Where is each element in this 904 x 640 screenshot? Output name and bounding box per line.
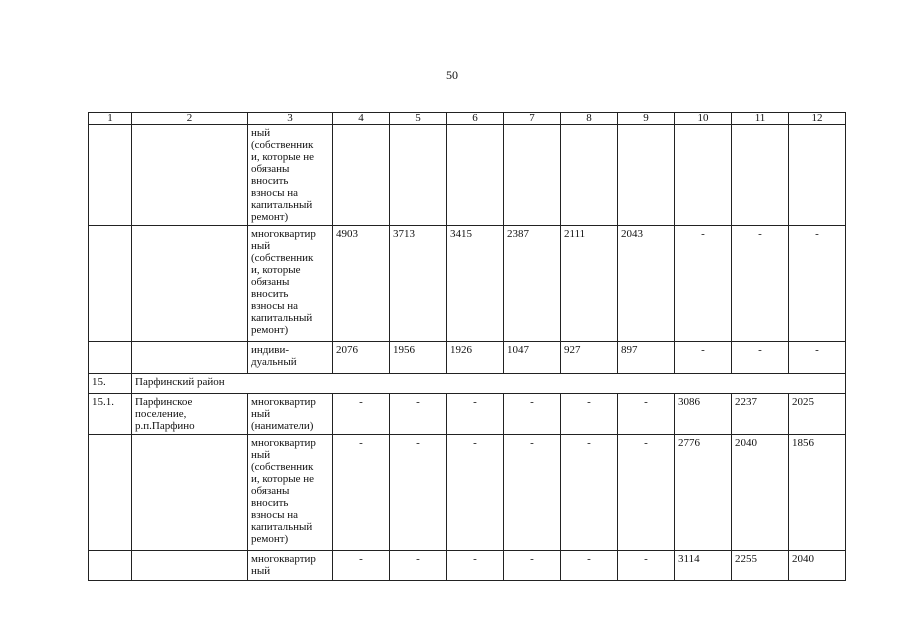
column-header-7: 7 bbox=[504, 113, 561, 125]
row-number-cell bbox=[89, 226, 132, 342]
table-row bbox=[89, 551, 846, 581]
value-cell-col-9 bbox=[618, 125, 675, 226]
value-cell-col-4: - bbox=[333, 551, 390, 581]
value-cell-col-11: 2237 bbox=[732, 394, 789, 435]
row-number-cell bbox=[89, 551, 132, 581]
value-cell-col-8: - bbox=[561, 435, 618, 551]
column-header-6: 6 bbox=[447, 113, 504, 125]
value-cell-col-9: - bbox=[618, 394, 675, 435]
value-cell-col-6: - bbox=[447, 551, 504, 581]
value-cell-col-12: 2040 bbox=[789, 551, 846, 581]
value-cell-col-9: 2043 bbox=[618, 226, 675, 342]
value-cell-col-11 bbox=[732, 125, 789, 226]
settlement-cell bbox=[132, 125, 248, 226]
column-header-11: 11 bbox=[732, 113, 789, 125]
value-cell-col-8 bbox=[561, 125, 618, 226]
value-cell-col-6 bbox=[447, 125, 504, 226]
value-cell-col-6: 3415 bbox=[447, 226, 504, 342]
value-cell-col-8: 2111 bbox=[561, 226, 618, 342]
value-cell-col-9: - bbox=[618, 551, 675, 581]
value-cell-col-4 bbox=[333, 125, 390, 226]
value-cell-col-5: 3713 bbox=[390, 226, 447, 342]
value-cell-col-6: - bbox=[447, 435, 504, 551]
value-cell-col-5: - bbox=[390, 435, 447, 551]
value-cell-col-12: - bbox=[789, 342, 846, 374]
value-cell-col-11: 2040 bbox=[732, 435, 789, 551]
section-number-cell: 15. bbox=[89, 374, 132, 394]
column-header-3: 3 bbox=[248, 113, 333, 125]
value-cell-col-5 bbox=[390, 125, 447, 226]
value-cell-col-10: 3086 bbox=[675, 394, 732, 435]
value-cell-col-7: - bbox=[504, 394, 561, 435]
table-row bbox=[89, 226, 846, 342]
column-header-1: 1 bbox=[89, 113, 132, 125]
column-header-4: 4 bbox=[333, 113, 390, 125]
page-number: 50 bbox=[446, 68, 458, 82]
value-cell-col-4: 4903 bbox=[333, 226, 390, 342]
column-header-12: 12 bbox=[789, 113, 846, 125]
value-cell-col-9: 897 bbox=[618, 342, 675, 374]
value-cell-col-4: - bbox=[333, 435, 390, 551]
value-cell-col-10: 2776 bbox=[675, 435, 732, 551]
value-cell-col-7 bbox=[504, 125, 561, 226]
value-cell-col-10: 3114 bbox=[675, 551, 732, 581]
value-cell-col-10: - bbox=[675, 226, 732, 342]
value-cell-col-12 bbox=[789, 125, 846, 226]
housing-type-cell: индиви- дуальный bbox=[248, 342, 333, 374]
section-header-row bbox=[89, 374, 846, 394]
column-header-10: 10 bbox=[675, 113, 732, 125]
row-number-cell bbox=[89, 342, 132, 374]
value-cell-col-11: 2255 bbox=[732, 551, 789, 581]
value-cell-col-8: - bbox=[561, 394, 618, 435]
settlement-cell bbox=[132, 551, 248, 581]
settlement-cell: Парфинское поселение, р.п.Парфино bbox=[132, 394, 248, 435]
section-title: Парфинский район bbox=[132, 374, 846, 394]
value-cell-col-12: 1856 bbox=[789, 435, 846, 551]
value-cell-col-5: 1956 bbox=[390, 342, 447, 374]
value-cell-col-8: - bbox=[561, 551, 618, 581]
value-cell-col-6: 1926 bbox=[447, 342, 504, 374]
value-cell-col-11: - bbox=[732, 226, 789, 342]
value-cell-col-6: - bbox=[447, 394, 504, 435]
value-cell-col-7: - bbox=[504, 435, 561, 551]
housing-type-cell: многоквартир ный (наниматели) bbox=[248, 394, 333, 435]
value-cell-col-10: - bbox=[675, 342, 732, 374]
housing-type-cell: многоквартир ный (собственник и, которые обязаны вносить взносы на капитальный ремонт) bbox=[248, 226, 333, 342]
housing-type-cell: ный (собственник и, которые не обязаны вносить взносы на капитальный ремонт) bbox=[248, 125, 333, 226]
column-header-9: 9 bbox=[618, 113, 675, 125]
value-cell-col-4: - bbox=[333, 394, 390, 435]
table-row bbox=[89, 125, 846, 226]
value-cell-col-5: - bbox=[390, 551, 447, 581]
column-header-8: 8 bbox=[561, 113, 618, 125]
settlement-cell bbox=[132, 342, 248, 374]
value-cell-col-8: 927 bbox=[561, 342, 618, 374]
column-header-2: 2 bbox=[132, 113, 248, 125]
value-cell-col-9: - bbox=[618, 435, 675, 551]
row-number-cell bbox=[89, 435, 132, 551]
housing-type-cell: многоквартир ный (собственник и, которые не обязаны вносить взносы на капитальный ремонт) bbox=[248, 435, 333, 551]
row-number-cell bbox=[89, 125, 132, 226]
row-number-cell: 15.1. bbox=[89, 394, 132, 435]
column-header-5: 5 bbox=[390, 113, 447, 125]
housing-type-cell: многоквартир ный bbox=[248, 551, 333, 581]
value-cell-col-4: 2076 bbox=[333, 342, 390, 374]
value-cell-col-12: - bbox=[789, 226, 846, 342]
value-cell-col-7: - bbox=[504, 551, 561, 581]
table-row bbox=[89, 394, 846, 435]
table-row bbox=[89, 435, 846, 551]
value-cell-col-12: 2025 bbox=[789, 394, 846, 435]
value-cell-col-10 bbox=[675, 125, 732, 226]
settlement-cell bbox=[132, 435, 248, 551]
value-cell-col-5: - bbox=[390, 394, 447, 435]
settlement-cell bbox=[132, 226, 248, 342]
tariff-table bbox=[88, 112, 846, 581]
table-row bbox=[89, 342, 846, 374]
column-number-header-row bbox=[89, 113, 846, 125]
value-cell-col-11: - bbox=[732, 342, 789, 374]
value-cell-col-7: 2387 bbox=[504, 226, 561, 342]
value-cell-col-7: 1047 bbox=[504, 342, 561, 374]
